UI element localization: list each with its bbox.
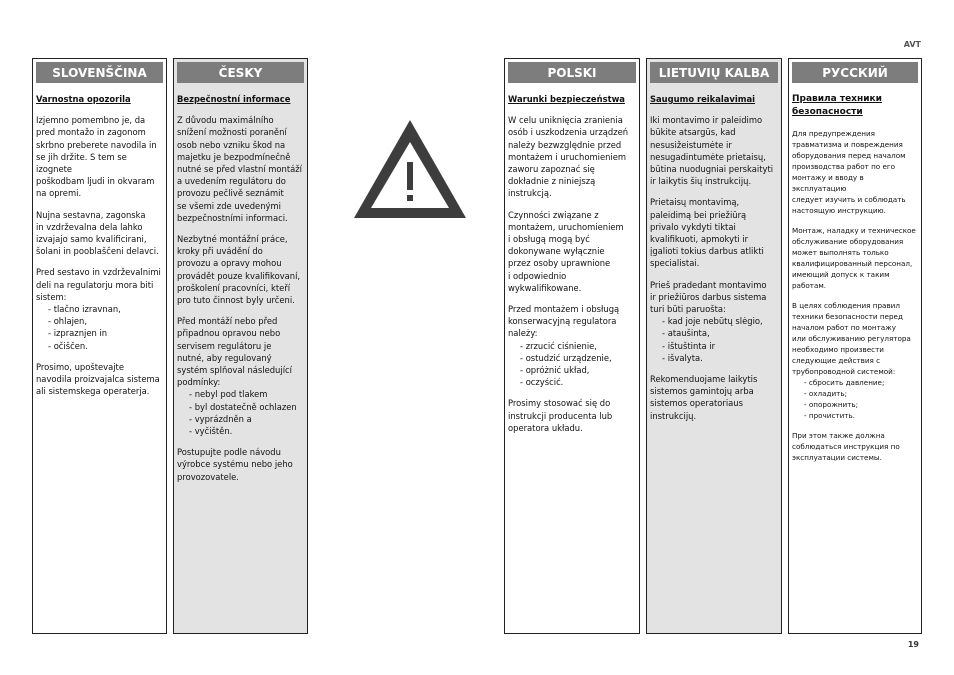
list-item: - vyčištěn. <box>189 425 304 437</box>
section-title: Warunki bezpieczeństwa <box>508 94 625 104</box>
condition-list <box>36 303 163 352</box>
paragraph: Czynności związane z montażem, uruchomieniem i obsługą mogą być dokonywane wyłącznie przez osoby uprawnione i odpowiednio wykwalifikowane. <box>508 209 624 293</box>
paragraph: При этом также должна соблюдаться инструкция по эксплуатации системы. <box>792 431 900 462</box>
column-heading: ČESKY <box>177 62 304 83</box>
list-item: - ostudzić urządzenie, <box>520 352 636 364</box>
list-item: - nebyl pod tlakem <box>189 388 304 400</box>
condition-list <box>792 377 918 421</box>
warning-triangle-icon <box>352 118 468 220</box>
condition-list <box>177 388 304 437</box>
paragraph: Для предупреждения травматизма и повреждения оборудования перед началом производства работ по его монтажу и вводу в эксплуатацию следует изучить и соблюдать настоящую инструкцию. <box>792 129 906 215</box>
paragraph: W celu uniknięcia zranienia osób i uszkodzenia urządzeń należy bezwzględnie przed montażem i uruchomieniem zaworu zapoznać się dokładnie z niniejszą instrukcją. <box>508 115 629 199</box>
page-number: 19 <box>907 640 919 649</box>
list-item: - прочистить. <box>804 410 918 421</box>
column-heading: SLOVENŠČINA <box>36 62 163 83</box>
column-heading: РУССКИЙ <box>792 62 918 83</box>
paragraph: Pred sestavo in vzdrževalnimi deli na regulatorju mora biti sistem: <box>36 267 161 302</box>
paragraph: Iki montavimo ir paleidimo būkite atsargūs, kad nesusižeistumėte ir nesugadintumėte prietaisų, būtina nuodugniai perskaityti ir laikytis šių instrukcijų. <box>650 115 774 187</box>
column-heading: LIETUVIŲ KALBA <box>650 62 778 83</box>
list-item: - izpraznjen in <box>48 327 163 339</box>
list-item: - опорожнить; <box>804 399 918 410</box>
paragraph: Izjemno pomembno je, da pred montažo in zagonom skrbno preberete navodila in se jih držite. S tem se izognete poškodbam ljudi in okvaram na opremi. <box>36 115 157 199</box>
column-slovenscina <box>32 58 167 634</box>
column-heading: POLSKI <box>508 62 636 83</box>
list-item: - kad joje nebūtų slėgio, <box>662 315 778 327</box>
section-title: Правила техники безопасности <box>792 94 882 117</box>
list-item: - ištuštinta ir <box>662 340 778 352</box>
list-item: - ohlajen, <box>48 315 163 327</box>
header-code: AVT <box>903 40 921 49</box>
paragraph: Postupujte podle návodu výrobce systému nebo jeho provozovatele. <box>177 447 293 482</box>
list-item: - zrzucić ciśnienie, <box>520 340 636 352</box>
paragraph: Nezbytné montážní práce, kroky při uvádění do provozu a opravy mohou provádět pouze kvalifikovaní, proškolení pracovníci, kteří pro tuto činnost byly určeni. <box>177 234 301 306</box>
paragraph: Przed montażem i obsługą konserwacyjną regulatora należy: <box>508 304 620 339</box>
list-item: - сбросить давление; <box>804 377 918 388</box>
column-russkiy <box>788 58 922 634</box>
list-item: - ataušinta, <box>662 327 778 339</box>
list-item: - byl dostatečně ochlazen <box>189 401 304 413</box>
section-title: Bezpečnostní informace <box>177 94 291 104</box>
section-title: Saugumo reikalavimai <box>650 94 756 104</box>
list-item: - opróżnić układ, <box>520 364 636 376</box>
condition-list <box>650 315 778 364</box>
column-cesky <box>173 58 308 634</box>
paragraph: Z důvodu maximálního snížení možnosti poranění osob nebo vzniku škod na majetku je bezpodmínečně nutné se před vlastní montáží a uvedením regulátoru do provozu pečlivě seznámit se všemi zde uvedenými bezpečnostními informaci. <box>177 115 302 223</box>
section-title: Varnostna opozorila <box>36 94 131 104</box>
paragraph: Před montáží nebo před připadnou opravou nebo servisem regulátoru je nutné, aby regulovaný systém splňoval následující podmínky: <box>177 316 292 388</box>
list-item: - išvalyta. <box>662 352 778 364</box>
paragraph: Nujna sestavna, zagonska in vzdrževalna dela lahko izvajajo samo kvalificirani, šolani in pooblaščeni delavci. <box>36 209 159 257</box>
paragraph: Монтаж, наладку и техническое обслуживание оборудования может выполнять только квалифицированный персонал, имеющий допуск к таким работам. <box>792 226 916 290</box>
paragraph: Prosimy stosować się do instrukcji producenta lub operatora układu. <box>508 398 613 433</box>
list-item: - tlačno izravnan, <box>48 303 163 315</box>
paragraph: Prieš pradedant montavimo ir priežiūros darbus sistema turi būti paruošta: <box>650 279 767 315</box>
column-lietuviu-kalba <box>646 58 782 634</box>
paragraph: Rekomenduojame laikytis sistemos gamintojų arba sistemos operatoriaus instrukcijų. <box>650 374 758 421</box>
condition-list <box>508 340 636 389</box>
list-item: - očiščen. <box>48 340 163 352</box>
list-item: - oczyścić. <box>520 376 636 388</box>
paragraph: Prosimo, upoštevajte navodila proizvajalca sistema ali sistemskega operaterja. <box>36 361 160 397</box>
column-polski <box>504 58 640 634</box>
paragraph: В целях соблюдения правил техники безопасности перед началом работ по монтажу или обслуживанию регулятора необходимо произвести следующие действия с трубопроводной системой: <box>792 301 911 376</box>
paragraph: Prietaisų montavimą, paleidimą bei priežiūrą privalo vykdyti tiktai kvalifikuoti, apmokyti ir įgalioti tokius darbus atlikti specialistai. <box>650 197 764 269</box>
list-item: - vyprázdněn a <box>189 413 304 425</box>
list-item: - охладить; <box>804 388 918 399</box>
